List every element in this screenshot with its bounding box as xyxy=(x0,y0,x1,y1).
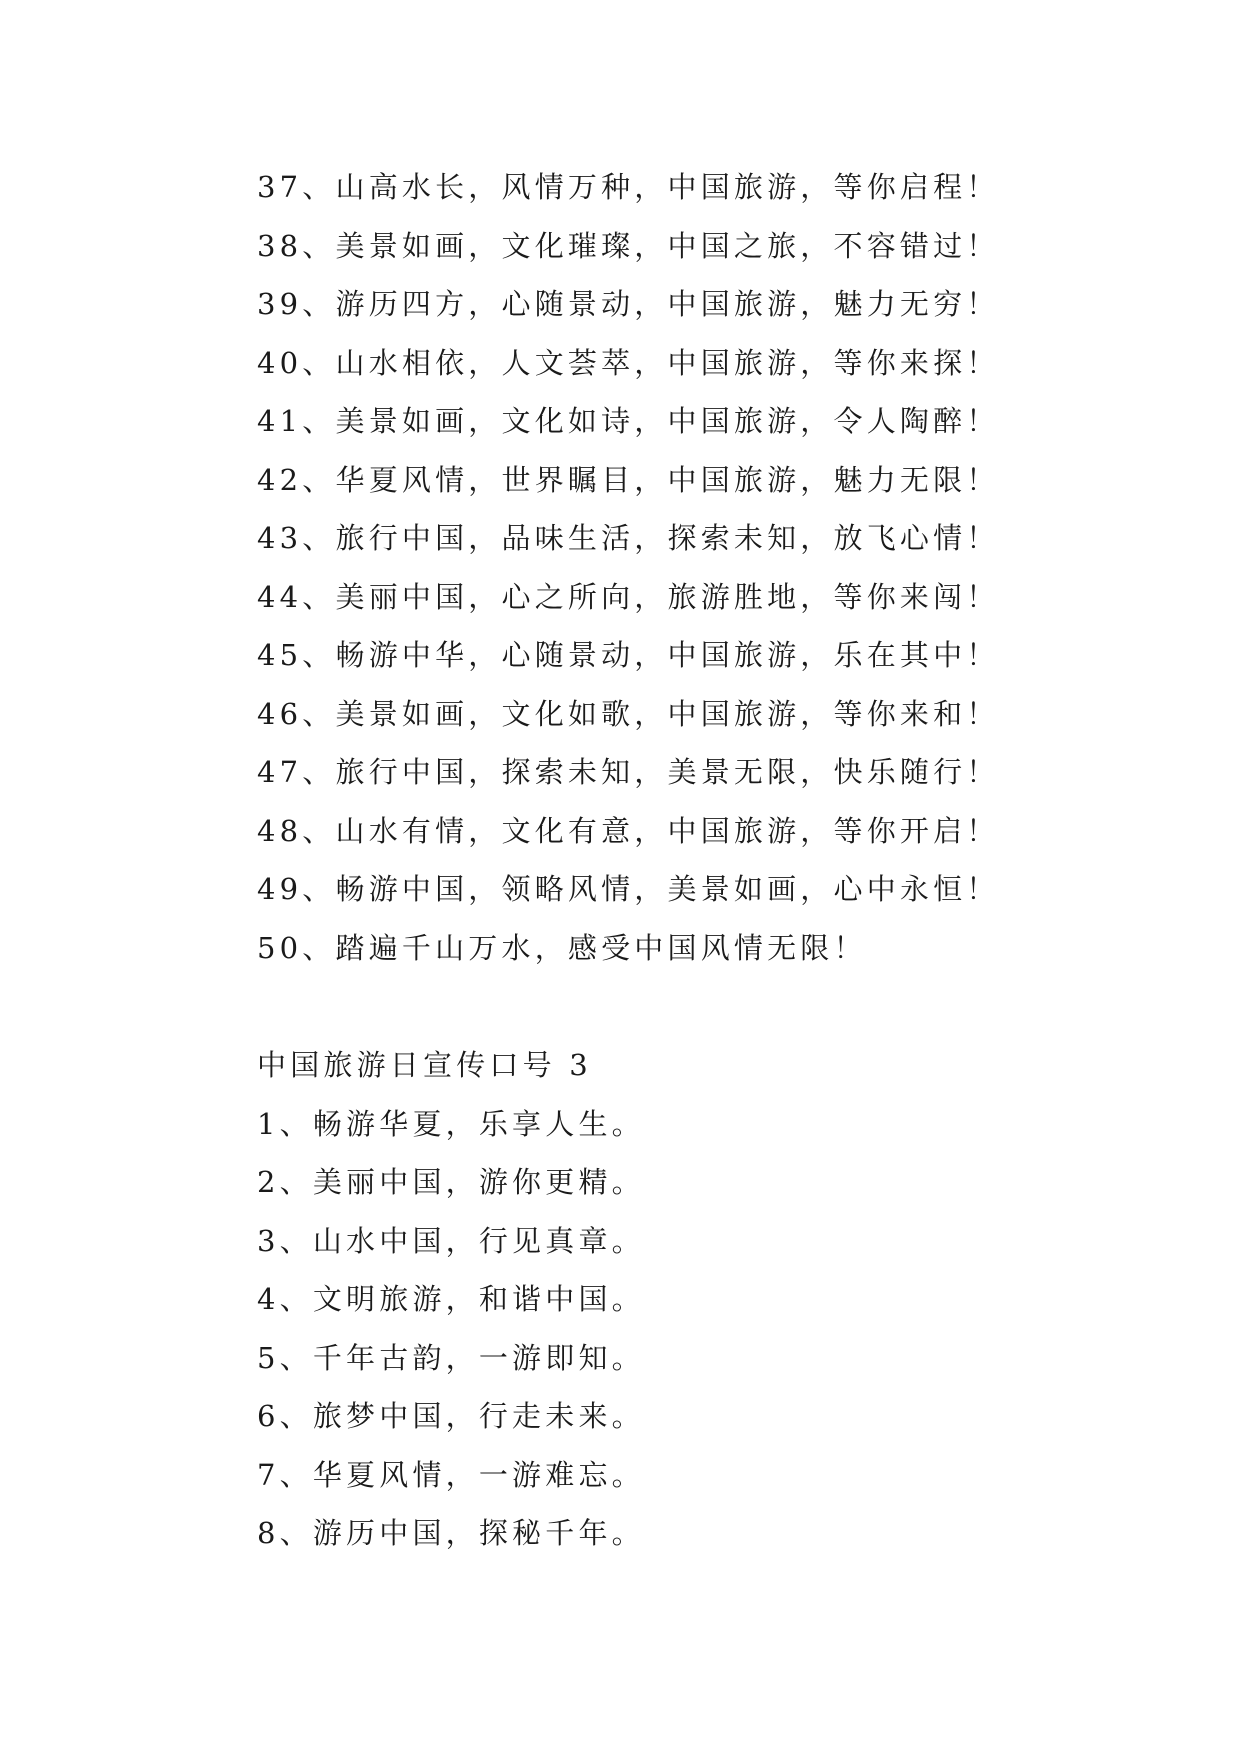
slogan-item: 6、旅梦中国，行走未来。 xyxy=(257,1399,645,1433)
slogan-item: 46、美景如画，文化如歌，中国旅游，等你来和！ xyxy=(257,696,1000,731)
section-heading: 中国旅游日宣传口号 3 xyxy=(257,1048,592,1082)
slogan-item: 45、畅游中华，心随景动，中国旅游，乐在其中！ xyxy=(257,638,1000,672)
slogan-item: 1、畅游华夏，乐享人生。 xyxy=(257,1106,645,1141)
slogan-item: 4、文明旅游，和谐中国。 xyxy=(257,1282,645,1316)
slogan-item: 39、游历四方，心随景动，中国旅游，魅力无穷！ xyxy=(257,287,1000,321)
slogan-item: 48、山水有情，文化有意，中国旅游，等你开启！ xyxy=(257,813,1000,848)
slogan-item: 40、山水相依，人文荟萃，中国旅游，等你来探！ xyxy=(257,345,1000,380)
slogan-item: 41、美景如画，文化如诗，中国旅游，令人陶醉！ xyxy=(257,404,1000,438)
slogan-item: 44、美丽中国，心之所向，旅游胜地，等你来闯！ xyxy=(257,579,1000,614)
slogan-item: 5、千年古韵，一游即知。 xyxy=(257,1340,645,1375)
slogan-item: 8、游历中国，探秘千年。 xyxy=(257,1516,645,1550)
slogan-item: 49、畅游中国，领略风情，美景如画，心中永恒！ xyxy=(257,872,1000,906)
slogan-item: 47、旅行中国，探索未知，美景无限，快乐随行！ xyxy=(257,755,1000,789)
slogan-item: 38、美景如画，文化璀璨，中国之旅，不容错过！ xyxy=(257,228,1000,263)
slogan-item: 7、华夏风情，一游难忘。 xyxy=(257,1457,645,1492)
slogan-item: 42、华夏风情，世界瞩目，中国旅游，魅力无限！ xyxy=(257,462,1000,497)
slogan-item: 50、踏遍千山万水，感受中国风情无限！ xyxy=(257,930,867,965)
slogan-list-continued xyxy=(257,158,1017,977)
slogan-item: 3、山水中国，行见真章。 xyxy=(257,1223,645,1258)
slogan-item: 43、旅行中国，品味生活，探索未知，放飞心情！ xyxy=(257,521,1000,555)
slogan-item: 2、美丽中国，游你更精。 xyxy=(257,1165,645,1199)
slogan-section-3 xyxy=(257,1036,1017,1563)
slogan-item: 37、山高水长，风情万种，中国旅游，等你启程！ xyxy=(257,170,1000,204)
